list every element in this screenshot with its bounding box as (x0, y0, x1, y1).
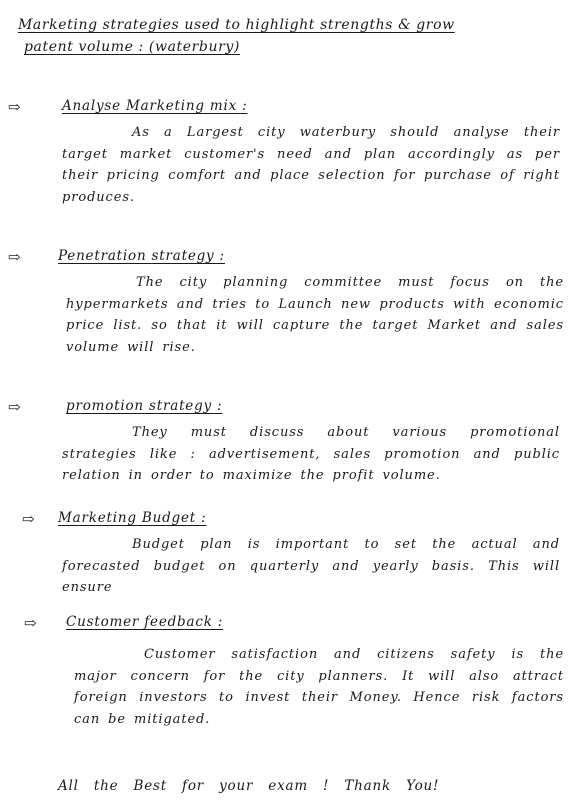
closing-note: All the Best for your exam ! Thank You! (58, 778, 440, 794)
section-heading: promotion strategy : (66, 398, 223, 414)
section-heading: Marketing Budget : (58, 510, 207, 526)
section-body: Budget plan is important to set the actual and forecasted budget on quarterly and yearly basis. This will ensure (62, 537, 560, 595)
section-body: As a Largest city waterbury should analyse their target market customer's need and plan accordingly as per their pricing comfort and place selection for purchase of right produces. (62, 125, 560, 205)
arrow-icon: ⇨ (8, 98, 21, 116)
arrow-icon: ⇨ (22, 510, 35, 528)
section-heading: Penetration strategy : (58, 248, 225, 264)
section-heading: Analyse Marketing mix : (62, 98, 248, 114)
arrow-icon: ⇨ (8, 398, 21, 416)
title-line-2: patent volume : (waterbury) (24, 39, 240, 55)
page-title (18, 14, 563, 58)
title-line-1: Marketing strategies used to highlight strengths & grow (18, 17, 455, 33)
section-body: Customer satisfaction and citizens safety is the major concern for the city planners. It will also attract foreign investors to invest their Money. Hence risk factors can be mitigated. (74, 647, 564, 727)
arrow-icon: ⇨ (24, 614, 37, 632)
section-body: The city planning committee must focus on the hypermarkets and tries to Launch new products with economic price list. so that it will capture the target Market and sales volume will rise. (66, 275, 564, 355)
section-heading: Customer feedback : (66, 614, 224, 630)
section-body: They must discuss about various promotional strategies like : advertisement, sales promotion and public relation in order to maximize the profit volume. (62, 425, 560, 483)
arrow-icon: ⇨ (8, 248, 21, 266)
